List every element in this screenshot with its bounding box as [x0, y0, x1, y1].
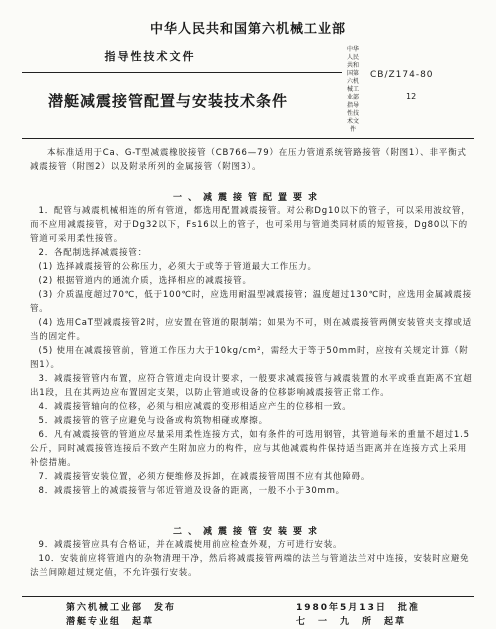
intro-paragraph: 本标准适用于Ca、G-T型减震橡胶接管（CB766—79）在压力管道系统管路接管（附图1）、非平衡式减震接管（附图2）以及附录所列的金属接管（附图3）。	[30, 148, 467, 172]
section2-heading: 二、减震接管安装要求	[172, 527, 323, 537]
section1-item: 7．减震接管安装位置，必须方便维修及拆卸，在减震接管周围不应有其他障碍。	[38, 472, 371, 482]
section2-item: 10．安装前应将管道内的杂物清理干净，然后将减震接管两端的法兰与管道法兰对中连接，安装时应避免法兰间隙超过规定值，不允许强行安装。	[30, 554, 470, 578]
vertical-label: 中华人民共和国第六机械工业部指导性技术文件	[346, 46, 359, 133]
footer-divider	[22, 596, 474, 597]
section1-body	[30, 204, 474, 498]
section1-item: 3．减震接管管内布置，应符合管道走向设计要求，一般要求减震接管与减震装置的水平或垂直距离不宜超出1段，且在其两边应布置固定支架，以防止管道或设备的位移影响减震接管正常工作。	[30, 374, 473, 398]
section1-item: 1．配管与减震机械相连的所有管道，都选用配置减震接管。对公称Dg10以下的管子，可以采用波纹管，而不应用减震接管，对于Dg32以下，Fs16以上的管子，也可采用与管道类同材质的短管接，Dg80以下的管道可采用柔性接管。	[30, 206, 471, 244]
footer-effective: 七 一 九 所 起草	[296, 617, 407, 627]
body-divider	[22, 138, 474, 139]
footer-issuer: 第六机械工业部 发布	[66, 603, 177, 613]
section1-item: 2．各配制选择减震接管：	[38, 248, 148, 258]
section1-item: (5) 使用在减震接管前，管道工作压力大于10kg/cm²，需经大于等于50mm时，应按有关规定计算（附图1）。	[30, 346, 469, 370]
section1-item: (2) 根据管道内的通流介质，选择相应的减震接管。	[38, 276, 252, 286]
footer-issue-date: 1980年5月13日 批准	[296, 603, 420, 613]
section1-item: 6．凡有减震接管的管道应尽量采用柔性连接方式，如有条件的可选用钢管，其管道每米的重量不超过1.5公斤，同时减震接管连接后不致产生附加应力的构件，应与其他减震构件保持适当距离并在连接方式上采用补偿措施。	[30, 430, 470, 468]
standard-code: CB/Z174-80	[370, 70, 434, 80]
section2-item: 9．减震接管应具有合格证，并在减震使用前应检查外观，方可进行安装。	[38, 540, 343, 550]
section1-item: 8．减震接管上的减震接管与邻近管道及设备的距离，一般不小于30mm。	[38, 486, 345, 496]
section1-item: (3) 介质温度超过70℃，低于100℃时，应选用耐温型减震接管；温度超过130℃时，应选用金属减震接管。	[30, 290, 472, 314]
issuing-organization: 中华人民共和国第六机械工业部	[149, 22, 346, 37]
standard-code-box	[346, 42, 464, 134]
section1-item: (4) 选用CaT型减震接管2时，应安置在管道的限制端；如果为不可，则在减震接管两侧安装管夹支撑或适当的固定件。	[30, 318, 472, 342]
section1-item: (1) 选择减震接管的公称压力，必须大于或等于管道最大工作压力。	[38, 262, 317, 272]
header-divider	[22, 72, 342, 73]
section1-item: 5．减震接管的管子应避免与设备或构筑物相碰或摩擦。	[38, 416, 268, 426]
document-title: 潜艇减震接管配置与安装技术条件	[47, 92, 288, 110]
document-type: 指导性技术文件	[104, 50, 196, 63]
page-number: 12	[406, 92, 417, 101]
section1-heading: 一、减震接管配置要求	[172, 193, 323, 203]
section1-item: 4．减震接管轴向的位移，必须与相应减震的变形相适应产生的位移相一致。	[38, 402, 352, 412]
footer-editor: 潜艇专业组 起草	[66, 617, 155, 627]
section2-body	[30, 538, 474, 580]
